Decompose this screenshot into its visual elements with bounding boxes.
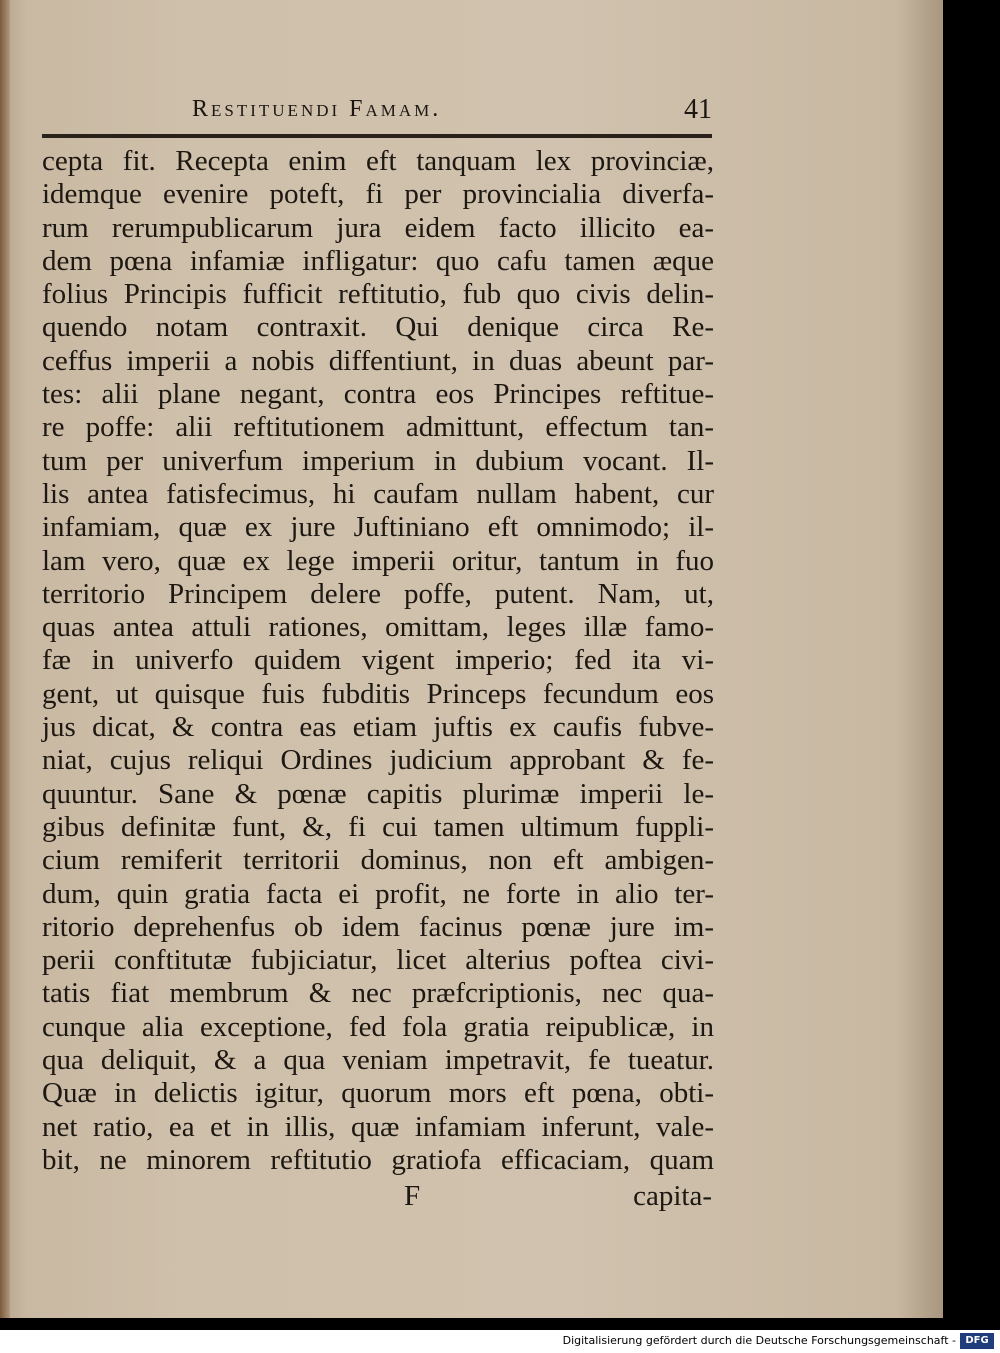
running-title: Restituendi Famam. <box>192 96 442 122</box>
page-edge <box>0 0 10 1318</box>
text-line: ceffus imperii a nobis diffentiunt, in duas abeunt par- <box>42 344 714 377</box>
catchword: capita- <box>633 1180 712 1212</box>
page-header <box>42 90 712 130</box>
credit-bar <box>0 1330 1000 1353</box>
page-number: 41 <box>684 94 712 125</box>
text-line: tatis fiat membrum & nec præfcriptionis, nec qua- <box>42 977 714 1010</box>
text-line: infamiam, quæ ex jure Juftiniano eft omnimodo; il- <box>42 511 714 544</box>
credit-text: Digitalisierung gefördert durch die Deutsche Forschungsgemeinschaft - <box>562 1334 956 1347</box>
text-line: bit, ne minorem reftitutio gratiofa efficaciam, quam <box>42 1143 714 1176</box>
text-line: cepta fit. Recepta enim eft tanquam lex provinciæ, <box>42 145 714 177</box>
text-line: tes: alii plane negant, contra eos Principes reftitue- <box>42 378 714 411</box>
text-line: Quæ in delictis igitur, quorum mors eft pœna, obti- <box>42 1077 714 1110</box>
text-line: idemque evenire poteft, fi per provincialia diverfa- <box>42 178 714 211</box>
text-line: gent, ut quisque fuis fubditis Princeps fecundum eos <box>42 677 714 710</box>
dfg-logo-icon: DFG <box>960 1333 994 1349</box>
text-line: niat, cujus reliqui Ordines judicium approbant & fe- <box>42 744 714 777</box>
text-line: re poffe: alii reftitutionem admittunt, effectum tan- <box>42 411 714 444</box>
text-line: quendo notam contraxit. Qui denique circa Re- <box>42 311 714 344</box>
text-line: fæ in univerfo quidem vigent imperio; fed ita vi- <box>42 644 714 677</box>
text-line: quas antea attuli rationes, omittam, leges illæ famo- <box>42 611 714 644</box>
text-line: gibus definitæ funt, &, fi cui tamen ultimum fuppli- <box>42 810 714 843</box>
text-line: quuntur. Sane & pœnæ capitis plurimæ imperii le- <box>42 777 714 810</box>
text-line: qua deliquit, & a qua veniam impetravit, fe tueatur. <box>42 1044 714 1077</box>
text-line: territorio Principem delere poffe, putent. Nam, ut, <box>42 577 714 610</box>
text-line: dem pœna infamiæ infligatur: quo cafu tamen æque <box>42 244 714 277</box>
body-text <box>42 145 714 1177</box>
text-line: jus dicat, & contra eas etiam juftis ex caufis fubve- <box>42 711 714 744</box>
text-line: tum per univerfum imperium in dubium vocant. Il- <box>42 444 714 477</box>
text-line: cunque alia exceptione, fed fola gratia reipublicæ, in <box>42 1010 714 1043</box>
text-line: lis antea fatisfecimus, hi caufam nullam habent, cur <box>42 477 714 510</box>
text-line: lam vero, quæ ex lege imperii oritur, tantum in fuo <box>42 544 714 577</box>
page-footer <box>42 1180 712 1220</box>
text-line: ritorio deprehenfus ob idem facinus pœnæ jure im- <box>42 910 714 943</box>
text-line: cium remiferit territorii dominus, non eft ambigen- <box>42 844 714 877</box>
text-line: rum rerumpublicarum jura eidem facto illicito ea- <box>42 211 714 244</box>
text-line: folius Principis fufficit reftitutio, fub quo civis delin- <box>42 278 714 311</box>
text-line: net ratio, ea et in illis, quæ infamiam inferunt, vale- <box>42 1110 714 1143</box>
header-rule <box>42 134 712 138</box>
text-line: perii conftitutæ fubjiciatur, licet alterius poftea civi- <box>42 944 714 977</box>
text-line: dum, quin gratia facta ei profit, ne forte in alio ter- <box>42 877 714 910</box>
signature-mark: F <box>404 1180 421 1212</box>
